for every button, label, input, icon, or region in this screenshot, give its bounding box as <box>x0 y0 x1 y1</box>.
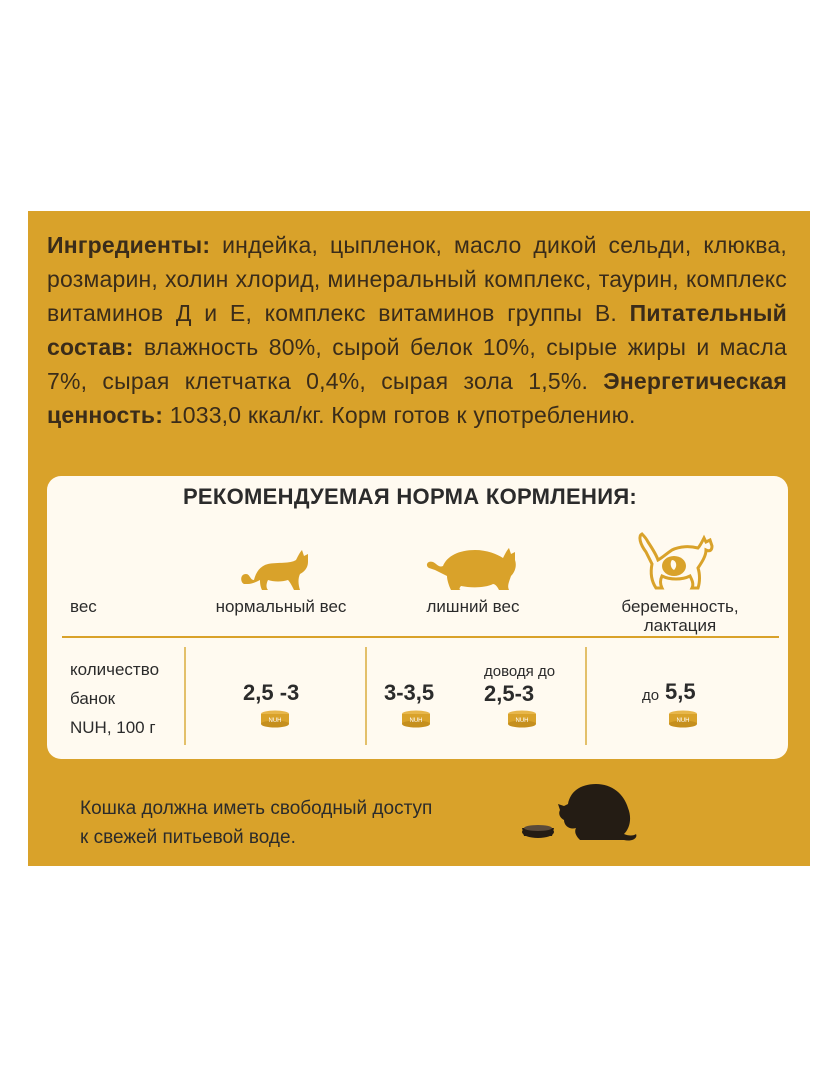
ingredients-label: Ингредиенты: <box>47 232 211 258</box>
column-divider-3 <box>585 647 587 745</box>
overweight-cat-icon <box>425 544 521 592</box>
svg-text:NUH: NUH <box>268 718 282 724</box>
header-divider <box>62 636 779 638</box>
water-note <box>80 794 432 852</box>
svg-text:NUH: NUH <box>515 718 529 724</box>
can-icon <box>260 710 290 728</box>
quantity-label-line3: NUH, 100 г <box>70 718 156 737</box>
column-divider-1 <box>184 647 186 745</box>
feeding-title: РЕКОМЕНДУЕМАЯ НОРМА КОРМЛЕНИЯ: <box>182 484 638 509</box>
ingredients-text: индейка, цыпленок, масло дикой сельди, клюква, розмарин, холин хлорид, минеральный комплекс, таурин, комплекс витаминов Д и Е, комплекс витаминов группы В. <box>47 232 787 326</box>
ingredients-paragraph <box>47 228 787 432</box>
nutrition-text: влажность 80%, сырой белок 10%, сырые жиры и масла 7%, сырая клетчатка 0,4%, сырая зола 1,5%. <box>47 334 787 394</box>
quantity-label-line2: банок <box>70 689 116 708</box>
column-divider-2 <box>365 647 367 745</box>
normal-cat-icon <box>238 544 318 592</box>
svg-text:NUH: NUH <box>676 718 690 724</box>
quantity-label <box>70 655 159 742</box>
normal-weight-label: нормальный вес <box>215 597 347 616</box>
drinking-cat-icon <box>520 774 640 844</box>
energy-text: 1033,0 ккал/кг. Корм готов к употреблению. <box>163 402 636 428</box>
overweight-value: 3-3,5 <box>384 680 435 705</box>
weight-column-label: вес <box>70 597 97 616</box>
overweight-reduce-value: 2,5-3 <box>484 681 535 706</box>
can-icon <box>507 710 537 728</box>
pregnancy-prefix: до <box>642 687 660 704</box>
normal-value: 2,5 -3 <box>243 680 300 705</box>
overweight-label: лишний вес <box>426 597 520 616</box>
pregnancy-label-line2: лактация <box>643 616 717 635</box>
pregnancy-label-line1: беременность, <box>621 597 739 616</box>
pregnancy-value: 5,5 <box>665 679 696 704</box>
energy-label: Энергетическая ценность: <box>47 368 787 428</box>
overweight-reduce-label: доводя до <box>484 663 556 680</box>
svg-text:NUH: NUH <box>409 718 423 724</box>
pregnant-cat-icon <box>632 530 718 592</box>
can-icon <box>401 710 431 728</box>
water-note-line2: к свежей питьевой воде. <box>80 827 296 848</box>
quantity-label-line1: количество <box>70 660 160 679</box>
nutrition-label: Питательный состав: <box>47 300 787 360</box>
can-icon <box>668 710 698 728</box>
water-note-line1: Кошка должна иметь свободный доступ <box>80 798 433 819</box>
